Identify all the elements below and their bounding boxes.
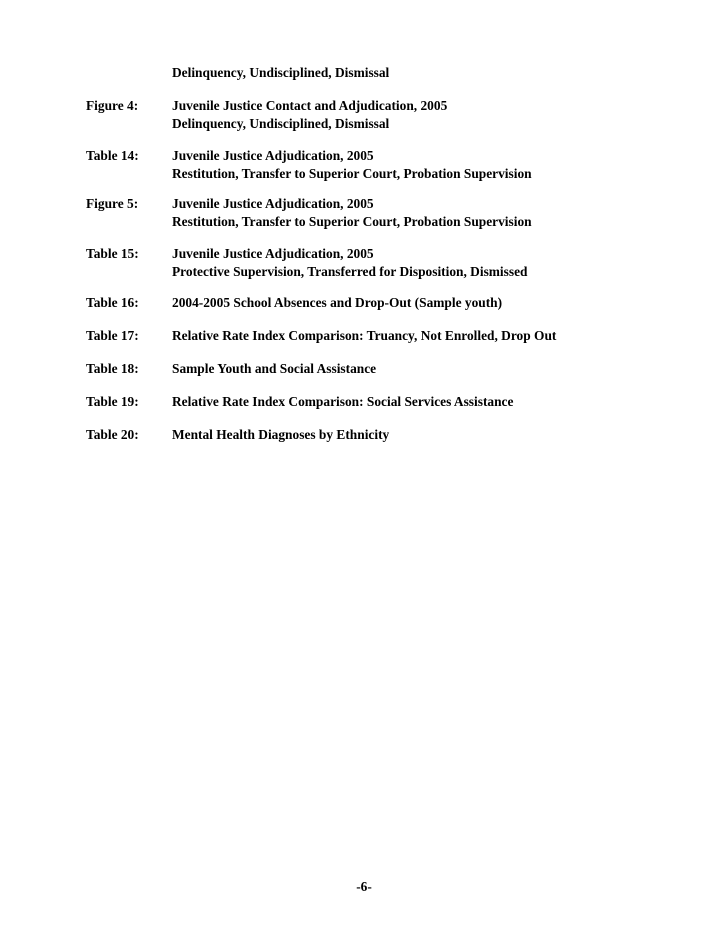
entry-label: Figure 5: (86, 196, 139, 211)
entry-label: Table 15: (86, 246, 139, 261)
entry-label: Figure 4: (86, 98, 139, 113)
entry-title (172, 393, 513, 411)
entry-title (172, 245, 527, 281)
entry-title-line: Sample Youth and Social Assistance (172, 361, 377, 376)
entry-title-line: Delinquency, Undisciplined, Dismissal (172, 65, 390, 80)
entry-title (172, 195, 532, 231)
entry-title-line: Mental Health Diagnoses by Ethnicity (172, 427, 390, 442)
entry-title (172, 327, 556, 345)
entry-title-line: Restitution, Transfer to Superior Court, Probation Supervision (172, 166, 532, 181)
entry-label: Table 19: (86, 394, 139, 409)
entry-title (172, 294, 502, 312)
entry-label: Table 18: (86, 361, 139, 376)
entry-label: Table 14: (86, 148, 139, 163)
entry-title (172, 97, 447, 133)
entry-title-line: Juvenile Justice Adjudication, 2005 (172, 148, 374, 163)
entry-title (172, 426, 389, 444)
entry-label: Table 16: (86, 295, 139, 310)
entry-label: Table 17: (86, 328, 139, 343)
entry-title-line: Juvenile Justice Adjudication, 2005 (172, 196, 374, 211)
entry-title (172, 360, 376, 378)
entry-title-line: Restitution, Transfer to Superior Court, Probation Supervision (172, 214, 532, 229)
entry-label: Table 20: (86, 427, 139, 442)
entry-title (172, 147, 532, 183)
entry-title-line: Juvenile Justice Contact and Adjudication, 2005 (172, 98, 448, 113)
page-number: -6- (356, 879, 372, 894)
entry-title-line: Protective Supervision, Transferred for Disposition, Dismissed (172, 264, 528, 279)
entry-title-line: 2004-2005 School Absences and Drop-Out (Sample youth) (172, 295, 503, 310)
entry-title-line: Relative Rate Index Comparison: Truancy, Not Enrolled, Drop Out (172, 328, 557, 343)
entry-title-line: Relative Rate Index Comparison: Social Services Assistance (172, 394, 514, 409)
entry-title (172, 64, 389, 82)
entry-title-line: Delinquency, Undisciplined, Dismissal (172, 116, 390, 131)
entry-title-line: Juvenile Justice Adjudication, 2005 (172, 246, 374, 261)
